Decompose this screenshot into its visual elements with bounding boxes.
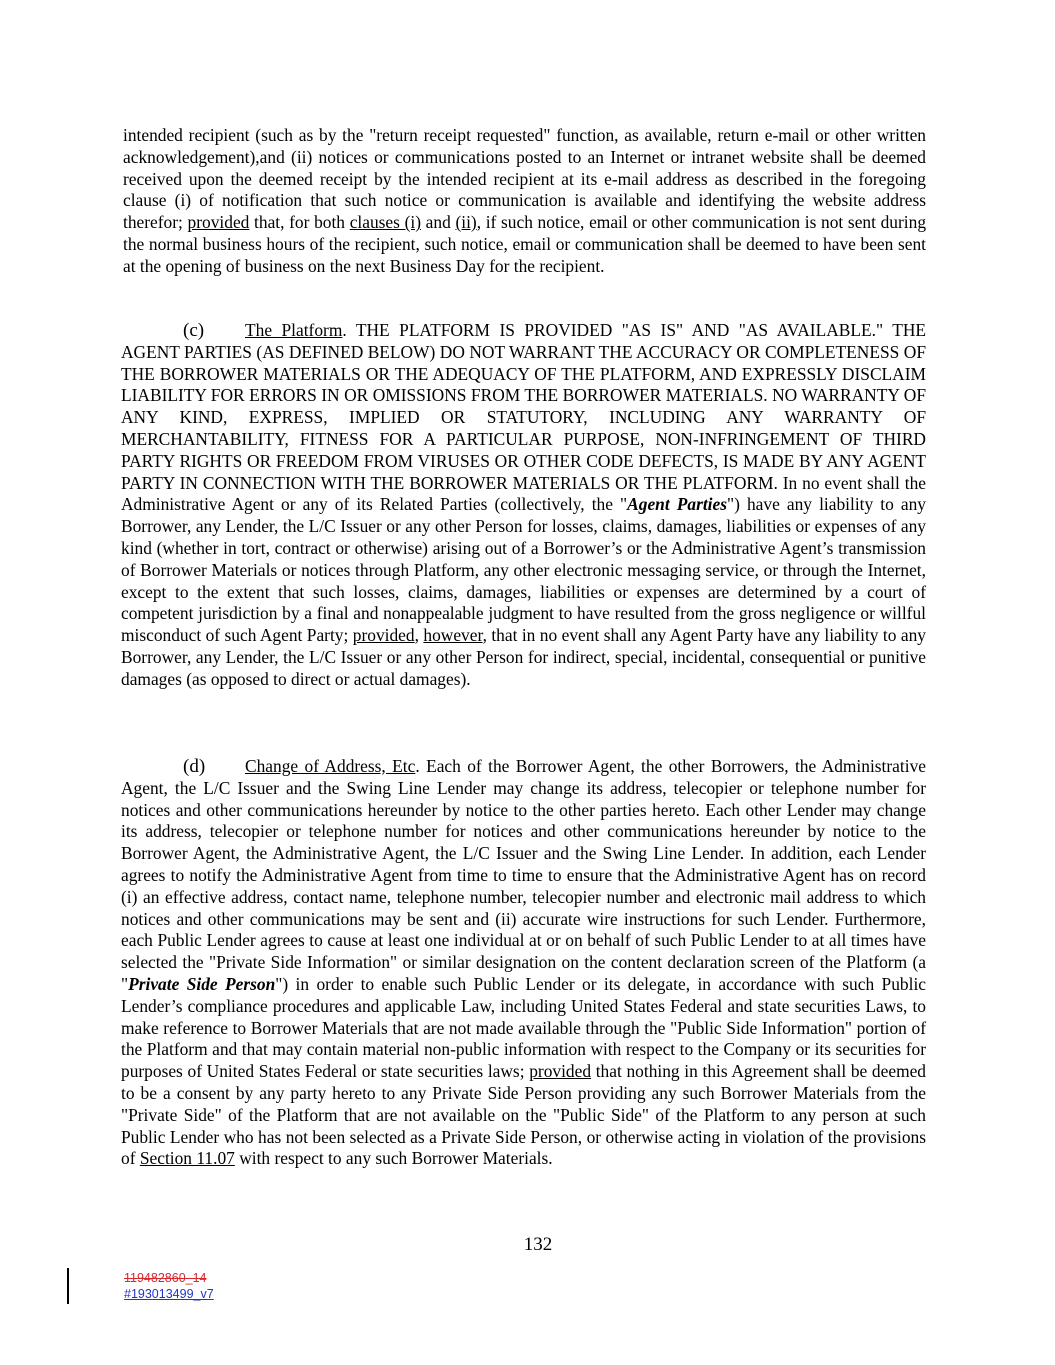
- text: ") in order to enable such Public Lender or its delegate, in accordance with such Public Lender’s compliance procedures and applicable Law, including United States Federal and state securities Laws, to make reference to Borrower Materials that are not made available through the "Public Side Information" portion of the Platform and that may contain material non-public information with respect to the Company or its securities for purposes of United States Federal or state securities laws;: [121, 973, 926, 1082]
- paragraph-heading: The Platform: [245, 320, 343, 340]
- paragraph-d-change-of-address: [121, 756, 926, 1170]
- text: . THE PLATFORM IS PROVIDED "AS IS" AND "AS AVAILABLE." THE AGENT PARTIES (AS DEFINED BELOW) DO NOT WARRANT THE ACCURACY OR COMPLETENESS OF THE BORROWER MATERIALS OR THE ADEQUACY OF THE PLATFORM, AND EXPRESSLY DISCLAIM LIABILITY FOR ERRORS IN OR OMISSIONS FROM THE BORROWER MATERIALS. NO WARRANTY OF ANY KIND, EXPRESS, IMPLIED OR STATUTORY, INCLUDING ANY WARRANTY OF MERCHANTABILITY, FITNESS FOR A PARTICULAR PURPOSE, NON-INFRINGEMENT OF THIRD PARTY RIGHTS OR FREEDOM FROM VIRUSES OR OTHER CODE DEFECTS, IS MADE BY ANY AGENT PARTY IN CONNECTION WITH THE BORROWER MATERIALS OR THE PLATFORM. In no event shall the Administrative Agent or any of its Related Parties (collectively, the ": [121, 320, 927, 515]
- section-reference: Section 11.07: [139, 1148, 235, 1169]
- defined-term: Agent Parties: [627, 494, 727, 515]
- document-footer: [124, 1270, 214, 1302]
- inserted-document-id: #193013499_v7: [124, 1287, 214, 1301]
- text: ,: [414, 625, 424, 646]
- text: that nothing in this Agreement shall be deemed to be a consent by any party hereto to any Private Side Person providing any such Borrower Materials from the "Private Side" of the Platform that are not available on the "Public Side" of the Platform to any person at such Public Lender who has not been selected as a Private Side Person, or otherwise acting in violation of the provisions of: [121, 1061, 927, 1169]
- paragraph-label: (c): [183, 320, 205, 341]
- text: ") have any liability to any Borrower, any Lender, the L/C Issuer or any other Person for losses, claims, damages, liabilities or expenses of any kind (whether in tort, contract or otherwise) arising out of a Borrower’s or the Administrative Agent’s transmission of Borrower Materials or notices through Platform, any other electronic messaging service, or through the Internet, except to the extent that such losses, claims, damages, liabilities or expenses are determined by a court of competent jurisdiction by a final and nonappealable judgment to have resulted from the gross negligence or willful misconduct of such Agent Party;: [121, 494, 926, 646]
- clause-reference: clauses (i): [349, 212, 421, 233]
- deleted-document-id: 119482860_14: [124, 1271, 207, 1285]
- provided-term: provided: [352, 625, 415, 646]
- change-bar: [67, 1268, 69, 1304]
- provided-term: provided: [187, 212, 250, 233]
- provided-term: provided: [529, 1061, 592, 1082]
- paragraph-c-platform: [121, 320, 926, 691]
- clause-reference: (ii): [455, 212, 477, 233]
- paragraph-b-continuation: [123, 125, 926, 278]
- defined-term: Private Side Person: [128, 973, 276, 994]
- text: and: [421, 212, 456, 233]
- text: , if such notice, email or other communication is not sent during the normal business hours of the recipient, such notice, email or communication shall be deemed to have been sent at the opening of business on the next Business Day for the recipient.: [123, 212, 927, 276]
- paragraph-label: (d): [183, 756, 206, 777]
- paragraph-heading: Change of Address, Etc: [245, 756, 416, 776]
- text: intended recipient (such as by the "return receipt requested" function, as available, return e-mail or other written acknowledgement),and (ii) notices or communications posted to an Internet or intranet website shall be deemed received upon the deemed receipt by the intended recipient at its e-mail address as described in the foregoing clause (i) of notification that such notice or communication is available and identifying the website address therefor;: [123, 125, 926, 233]
- text: . Each of the Borrower Agent, the other Borrowers, the Administrative Agent, the L/C Issuer and the Swing Line Lender may change its address, telecopier or telephone number for notices and other communications hereunder by notice to the other parties hereto. Each other Lender may change its address, telecopier or telephone number for notices and other communications hereunder by notice to the Borrower Agent, the Administrative Agent, the L/C Issuer and the Swing Line Lender. In addition, each Lender agrees to notify the Administrative Agent from time to time to ensure that the Administrative Agent has on record (i) an effective address, contact name, telephone number, telecopier number and electronic mail address to which notices and other communications may be sent and (ii) accurate wire instructions for such Lender. Furthermore, each Public Lender agrees to cause at least one individual at or on behalf of such Public Lender to at all times have selected the "Private Side Information" or similar designation on the content declaration screen of the Platform (a ": [121, 756, 926, 994]
- text: , that in no event shall any Agent Party have any liability to any Borrower, any Lender, the L/C Issuer or any other Person for indirect, special, incidental, consequential or punitive damages (as opposed to direct or actual damages).: [121, 625, 926, 689]
- text: that, for both: [249, 212, 350, 233]
- however-term: however: [423, 625, 483, 646]
- text: with respect to any such Borrower Materials.: [234, 1148, 553, 1169]
- page-number: 132: [523, 1234, 553, 1255]
